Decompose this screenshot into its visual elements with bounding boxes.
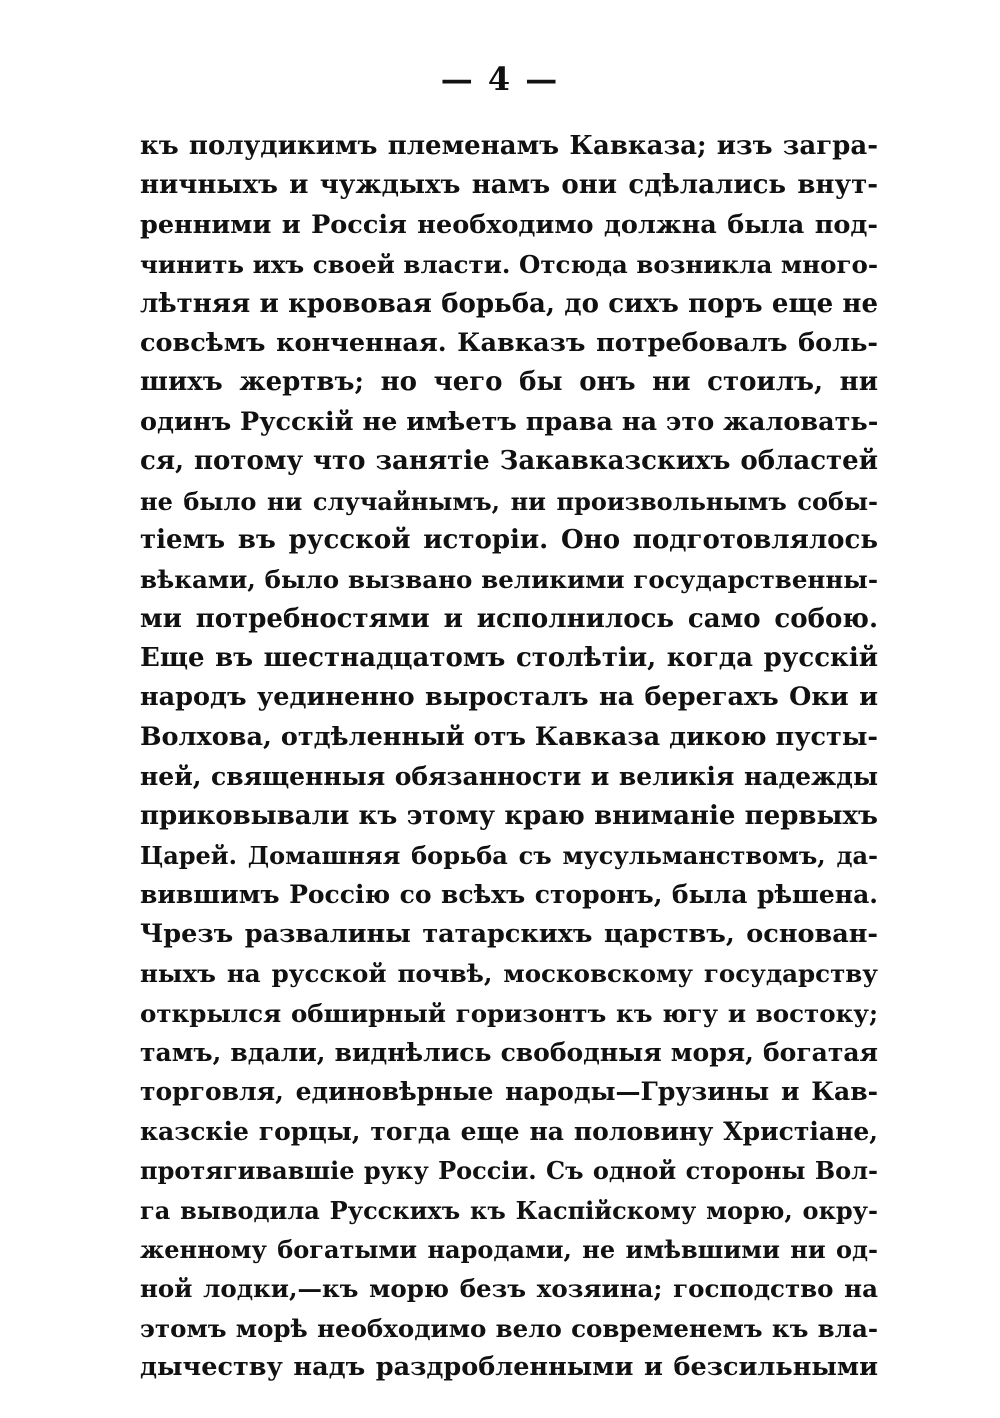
text-line: совсѣмъ конченная. Кавказъ потребовалъ боль- [140, 327, 878, 358]
text-line: лѣтняя и крововая борьба, до сихъ поръ еще не [140, 288, 878, 319]
text-line: ся, потому что занятіе Закавказскихъ областей [140, 446, 878, 477]
text-line: вѣками, было вызвано великими государственны- [140, 565, 878, 595]
body-text [140, 127, 878, 1388]
text-line: га выводила Русскихъ къ Каспійскому морю, окру- [140, 1195, 878, 1225]
text-line: этомъ морѣ необходимо вело современемъ къ вла- [140, 1313, 878, 1343]
text-line: казскіе горцы, тогда еще на половину Христіане, [140, 1116, 878, 1146]
text-line: чинить ихъ своей власти. Отсюда возникла много- [140, 250, 878, 280]
text-line: торговля, единовѣрные народы—Грузины и Кав- [140, 1077, 878, 1107]
page-number: — 4 — [440, 60, 560, 98]
text-line: народъ уединенно выросталъ на берегахъ Оки и [140, 682, 878, 713]
text-line: приковывали къ этому краю вниманіе первыхъ [140, 800, 878, 831]
text-line: тіемъ въ русской исторіи. Оно подготовлялось [140, 524, 878, 555]
text-line: шихъ жертвъ; но чего бы онъ ни стоилъ, ни [140, 367, 878, 398]
text-line: ренними и Россія необходимо должна была под- [140, 209, 878, 240]
text-line: женному богатыми народами, не имѣвшими ни од- [140, 1234, 878, 1264]
text-line: Еще въ шестнадцатомъ столѣтіи, когда русскій [140, 643, 878, 674]
text-line: ней, священныя обязанности и великія надежды [140, 762, 878, 792]
text-line: къ полудикимъ племенамъ Кавказа; изъ загра- [140, 131, 878, 161]
text-line: Волхова, отдѣленный отъ Кавказа дикою пусты- [140, 721, 878, 752]
text-line: ничныхъ и чуждыхъ намъ они сдѣлались внут- [140, 170, 878, 201]
text-line: тамъ, вдали, виднѣлись свободныя моря, богатая [140, 1037, 878, 1067]
text-line: протягивавшіе руку Россіи. Съ одной стороны Вол- [140, 1156, 878, 1186]
text-line: ми потребностями и исполнилось само собою. [140, 603, 878, 634]
text-line: вившимъ Россію со всѣхъ сторонъ, была рѣшена. [140, 880, 878, 910]
text-line: Царей. Домашняя борьба съ мусульманствомъ, да- [140, 841, 878, 871]
text-line: Чрезъ развалины татарскихъ царствъ, основан- [140, 918, 878, 949]
text-line: одинъ Русскій не имѣетъ права на это жаловать- [140, 406, 878, 437]
text-line: открылся обширный горизонтъ къ югу и востоку; [140, 998, 878, 1028]
text-line: ной лодки,—къ морю безъ хозяина; господство на [140, 1274, 878, 1304]
text-line: ныхъ на русской почвѣ, московскому государству [140, 959, 878, 989]
text-line: не было ни случайнымъ, ни произвольнымъ собы- [140, 486, 878, 516]
text-line: дычеству надъ раздробленными и безсильными [140, 1352, 878, 1383]
